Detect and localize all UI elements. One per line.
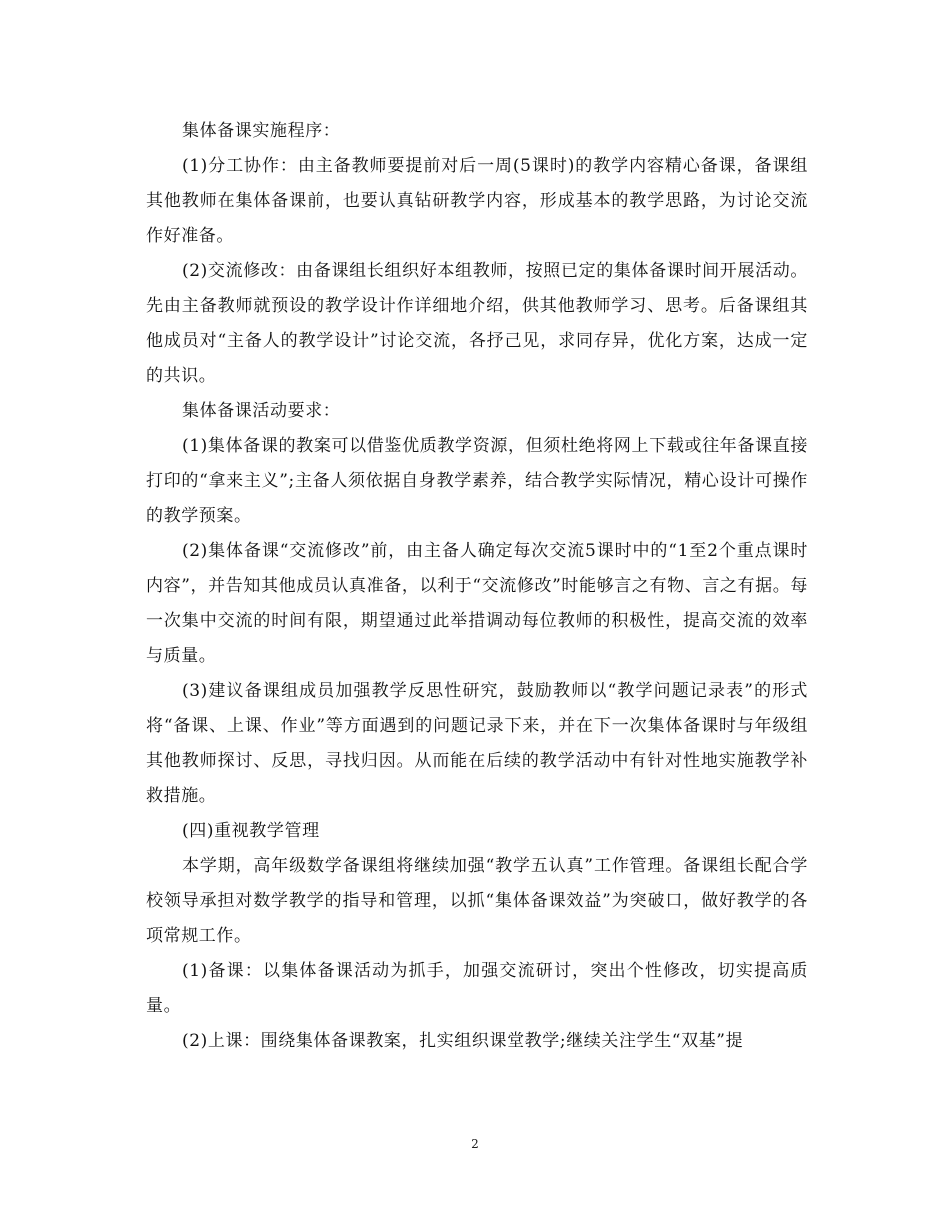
- paragraph-semester-management: 本学期，高年级数学备课组将继续加强“教学五认真”工作管理。备课组长配合学校领导承担对数学教学的指导和管理，以抓“集体备课效益”为突破口，做好教学的各项常规工作。: [146, 856, 808, 946]
- paragraph-heading-section-4: (四)重视教学管理: [182, 821, 320, 841]
- paragraph-heading-procedure: 集体备课实施程序：: [182, 121, 341, 141]
- paragraph-exchange-revision: (2)交流修改：由备课组长组织好本组教师，按照已定的集体备课时间开展活动。先由主备教师就预设的教学设计作详细地介绍，供其他教师学习、思考。后备课组其他成员对“主备人的教学设计”讨论交流，各抒己见，求同存异，优化方案，达成一定的共识。: [146, 261, 808, 386]
- paragraph-class-teaching: (2)上课：围绕集体备课教案，扎实组织课堂教学;继续关注学生“双基”提: [182, 1031, 744, 1051]
- paragraph-requirement-1: (1)集体备课的教案可以借鉴优质教学资源，但须杜绝将网上下载或往年备课直接打印的“拿来主义”;主备人须依据自身教学素养，结合教学实际情况，精心设计可操作的教学预案。: [146, 436, 808, 526]
- paragraph-division-of-labor: (1)分工协作：由主备教师要提前对后一周(5课时)的教学内容精心备课，备课组其他教师在集体备课前，也要认真钻研教学内容，形成基本的教学思路，为讨论交流作好准备。: [146, 156, 808, 246]
- document-body: [146, 114, 808, 1059]
- paragraph-heading-requirements: 集体备课活动要求：: [182, 401, 341, 421]
- page-number: 2: [471, 1137, 479, 1151]
- paragraph-requirement-2: (2)集体备课“交流修改”前，由主备人确定每次交流5课时中的“1至2个重点课时内容”，并告知其他成员认真准备，以利于“交流修改”时能够言之有物、言之有据。每一次集中交流的时间有限，期望通过此举措调动每位教师的积极性，提高交流的效率与质量。: [146, 541, 808, 666]
- paragraph-lesson-prep: (1)备课：以集体备课活动为抓手，加强交流研讨，突出个性修改，切实提高质量。: [146, 961, 808, 1016]
- paragraph-requirement-3: (3)建议备课组成员加强教学反思性研究，鼓励教师以“教学问题记录表”的形式将“备课、上课、作业”等方面遇到的问题记录下来，并在下一次集体备课时与年级组其他教师探讨、反思，寻找归因。从而能在后续的教学活动中有针对性地实施教学补救措施。: [146, 681, 808, 806]
